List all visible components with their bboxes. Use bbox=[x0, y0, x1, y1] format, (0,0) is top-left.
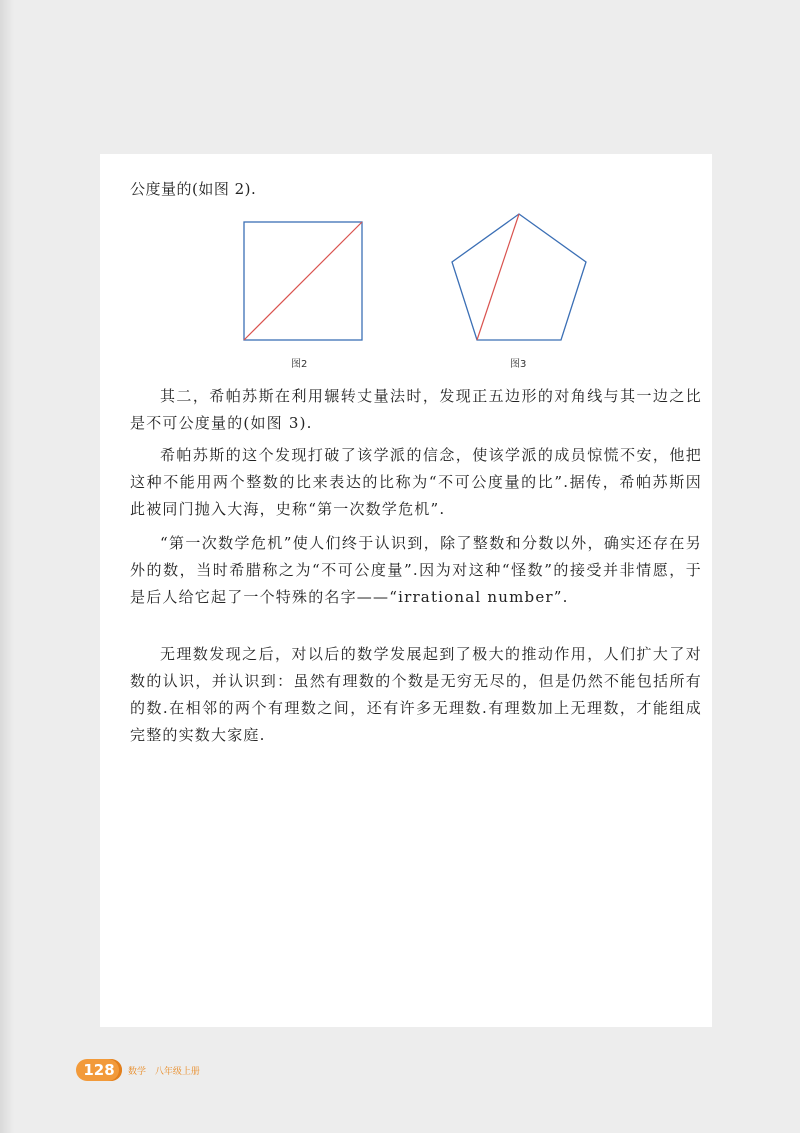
pentagon-outline bbox=[452, 214, 586, 340]
continuation-line: 公度量的(如图 2). bbox=[130, 180, 257, 198]
paragraph-1: 其二，希帕苏斯在利用辗转丈量法时，发现正五边形的对角线与其一边之比是不可公度量的(如图 3). bbox=[130, 387, 702, 432]
page-footer bbox=[76, 1057, 206, 1083]
page-number-badge: 128 bbox=[76, 1059, 122, 1081]
figure-3-caption: 图3 bbox=[510, 359, 527, 370]
square-diagonal bbox=[244, 222, 362, 340]
figure-3-pentagon bbox=[452, 214, 586, 340]
paragraph-3: “第一次数学危机”使人们终于认识到，除了整数和分数以外，确实还存在另外的数，当时希腊称之为“不可公度量”.因为对这种“怪数”的接受并非情愿，于是后人给它起了一个特殊的名字——“irrational number”. bbox=[130, 534, 702, 606]
figure-2-square bbox=[244, 222, 362, 340]
subject-label: 数学 bbox=[128, 1066, 147, 1077]
paragraph-4: 无理数发现之后，对以后的数学发展起到了极大的推动作用，人们扩大了对数的认识，并认识到：虽然有理数的个数是无穷无尽的，但是仍然不能包括所有的数.在相邻的两个有理数之间，还有许多无理数.有理数加上无理数，才能组成完整的实数大家庭. bbox=[130, 645, 702, 744]
pentagon-diagonal bbox=[477, 214, 519, 340]
textbook-page bbox=[100, 154, 712, 1027]
page-gutter bbox=[0, 0, 14, 1133]
figure-2-caption: 图2 bbox=[291, 359, 308, 370]
book-title bbox=[128, 1064, 206, 1077]
figures bbox=[100, 154, 712, 384]
paragraph-2: 希帕苏斯的这个发现打破了该学派的信念，使该学派的成员惊慌不安，他把这种不能用两个整数的比来表达的比称为“不可公度量的比”.据传，希帕苏斯因此被同门抛入大海，史称“第一次数学危机”. bbox=[130, 446, 702, 518]
book-label: 八年级上册 bbox=[154, 1066, 200, 1077]
